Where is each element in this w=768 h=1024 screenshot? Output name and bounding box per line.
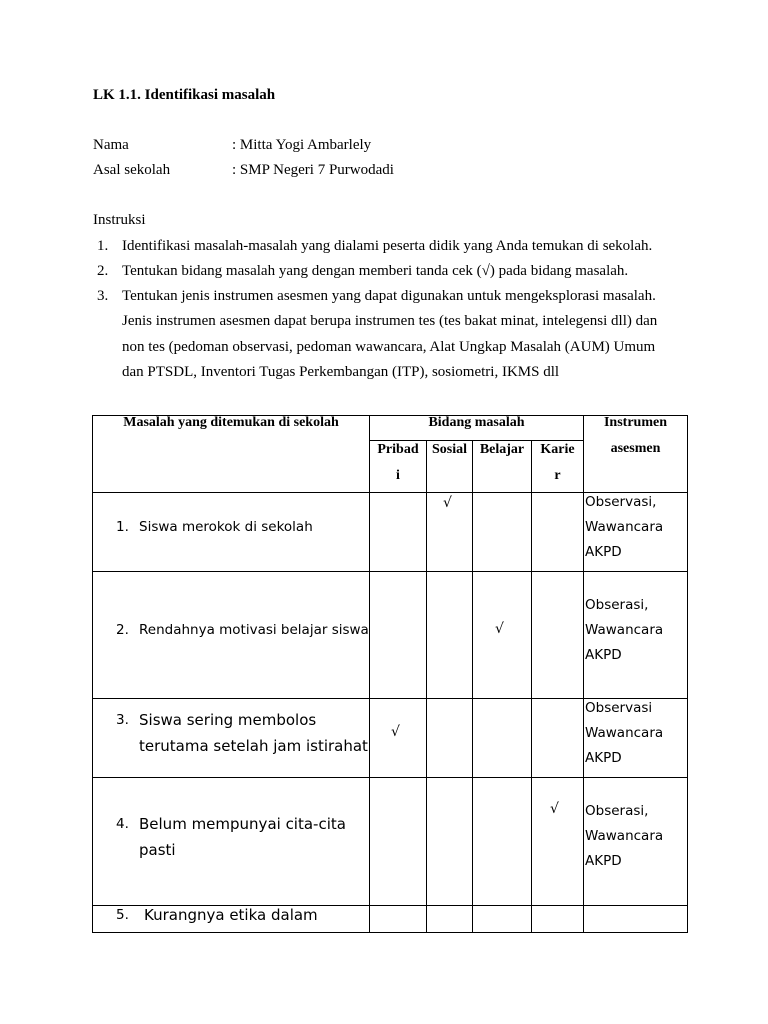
header-masalah: Masalah yang ditemukan di sekolah	[123, 415, 339, 430]
header-bidang-masalah: Bidang masalah	[428, 415, 525, 430]
row-2-instrumen-3: AKPD	[585, 647, 622, 663]
instructions-heading: Instruksi	[93, 212, 146, 228]
row-5-number: 5.	[116, 907, 129, 923]
header-col-pribadi-line-2: i	[396, 468, 400, 483]
row-4-problem-line-1: Belum mempunyai cita-cita	[139, 815, 346, 833]
row-1-number: 1.	[116, 519, 129, 535]
row-4-instrumen-1: Obserasi,	[585, 803, 649, 819]
row-2-check-belajar: √	[495, 621, 504, 637]
worksheet-title: LK 1.1. Identifikasi masalah	[93, 87, 276, 103]
row-1-instrumen-3: AKPD	[585, 544, 622, 560]
instruction-text: Tentukan bidang masalah yang dengan memberi tanda cek (√) pada bidang masalah.	[122, 263, 629, 279]
row-5-problem: Kurangnya etika dalam	[144, 906, 318, 924]
name-value: : Mitta Yogi Ambarlely	[232, 137, 372, 153]
school-value: : SMP Negeri 7 Purwodadi	[232, 162, 394, 178]
row-4-instrumen-3: AKPD	[585, 853, 622, 869]
row-1-instrumen-2: Wawancara	[585, 519, 664, 535]
row-3-instrumen-3: AKPD	[585, 750, 622, 766]
row-1-check-sosial: √	[443, 495, 452, 511]
name-label: Nama	[93, 137, 129, 153]
header-col-sosial: Sosial	[431, 442, 467, 457]
row-3-problem-line-1: Siswa sering membolos	[139, 711, 317, 729]
header-instrumen-line-1: Instrumen	[603, 415, 667, 430]
row-4-number: 4.	[116, 816, 129, 832]
row-2-instrumen-1: Obserasi,	[585, 597, 649, 613]
row-3-check-pribadi: √	[391, 724, 400, 740]
row-4-instrumen-2: Wawancara	[585, 828, 664, 844]
row-2-number: 2.	[116, 622, 129, 638]
header-instrumen-line-2: asesmen	[610, 441, 661, 456]
instruction-text: dan PTSDL, Inventori Tugas Perkembangan (ITP), sosiometri, IKMS dll	[122, 364, 560, 380]
instruction-text: Identifikasi masalah-masalah yang dialami peserta didik yang Anda temukan di sekolah.	[122, 238, 653, 254]
instruction-text: Jenis instrumen asesmen dapat berupa instrumen tes (tes bakat minat, intelegensi dll) dan	[122, 313, 658, 329]
instruction-number: 3.	[97, 288, 109, 304]
row-4-problem-line-2: pasti	[139, 841, 176, 859]
instruction-number: 2.	[97, 263, 109, 279]
row-3-instrumen-1: Observasi	[585, 700, 653, 716]
row-3-problem-line-2: terutama setelah jam istirahat	[139, 737, 368, 755]
row-4-check-karier: √	[550, 801, 559, 817]
row-3-number: 3.	[116, 712, 129, 728]
header-col-pribadi-line-1: Pribad	[377, 442, 419, 457]
row-1-instrumen-1: Observasi,	[585, 494, 657, 510]
row-2-problem: Rendahnya motivasi belajar siswa	[139, 622, 369, 638]
header-col-karier-line-2: r	[554, 468, 561, 483]
instruction-text: Tentukan jenis instrumen asesmen yang dapat digunakan untuk mengeksplorasi masalah.	[122, 288, 656, 304]
header-col-karier-line-1: Karie	[540, 442, 575, 457]
row-1-problem: Siswa merokok di sekolah	[139, 519, 313, 535]
row-3-instrumen-2: Wawancara	[585, 725, 664, 741]
instruction-text: non tes (pedoman observasi, pedoman wawancara, Alat Ungkap Masalah (AUM) Umum	[122, 339, 656, 355]
header-col-belajar: Belajar	[479, 442, 525, 457]
instruction-number: 1.	[97, 238, 109, 254]
row-2-instrumen-2: Wawancara	[585, 622, 664, 638]
school-label: Asal sekolah	[93, 162, 171, 178]
